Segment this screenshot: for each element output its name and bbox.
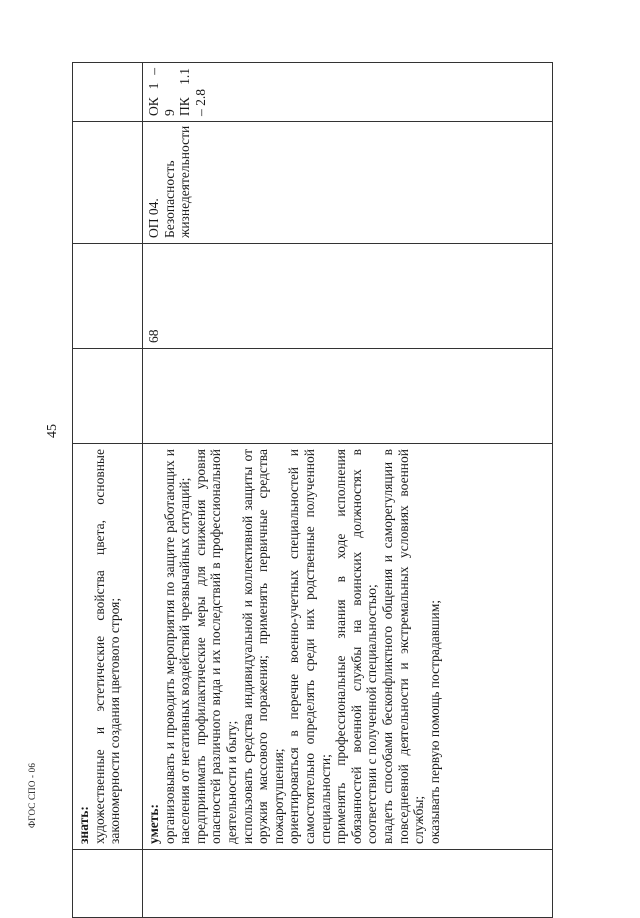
curriculum-table <box>72 62 553 918</box>
skills-cell <box>143 444 553 850</box>
index-cell <box>143 850 553 918</box>
competence-pk: ПК 1.1 – 2.8 <box>177 68 208 116</box>
skill-item: применять профессиональные знания в ходе исполнения обязанностей военной службы на воинских должностях в соответствии с полученной специальностью; <box>333 449 380 844</box>
skill-item: организовывать и проводить мероприятия по защите работающих и населения от негативных воздействий чрезвычайных ситуаций; <box>161 449 193 844</box>
skill-item: владеть способами бесконфликтного общения и саморегуляции в повседневной деятельности и экстремальных условиях военной службы; <box>379 449 427 844</box>
page-number: 45 <box>45 424 60 438</box>
skill-item: оказывать первую помощь пострадавшим; <box>426 599 442 844</box>
footer-code: ФГОС СПО - 06 <box>27 762 37 828</box>
competence-cell <box>143 63 553 122</box>
knowledge-text: художественные и эстетические свойства цвета, основные закономерности создания цветового строя; <box>91 449 123 844</box>
discipline-cell <box>73 122 143 244</box>
hours-total-cell <box>73 349 143 444</box>
competence-ok: ОК 1 – 9 <box>146 68 177 116</box>
skill-item: использовать средства индивидуальной и коллективной защиты от оружия массового поражения; применять первичные средства пожаротушения; <box>239 449 286 844</box>
hours-mandatory-cell: 68 <box>143 244 553 349</box>
knowledge-cell <box>73 444 143 850</box>
skill-item: ориентироваться в перечне военно-учетных специальностей и самостоятельно определять среди них родственные полученной специальности; <box>286 449 333 844</box>
competence-cell <box>73 63 143 122</box>
discipline-cell: ОП 04. Безопасность жизнедеятельности <box>143 122 553 244</box>
table-row <box>73 63 143 918</box>
index-cell <box>73 850 143 918</box>
skill-item: предпринимать профилактические меры для снижения уровня опасностей различного вида и их последствий в профессиональной деятельности и быту; <box>192 449 239 844</box>
hours-mandatory-cell <box>73 244 143 349</box>
curriculum-table-wrapper <box>72 63 552 918</box>
knowledge-label: знать: <box>76 806 91 844</box>
table-row <box>143 63 553 918</box>
hours-total-cell <box>143 349 553 444</box>
skills-label: уметь: <box>146 803 161 844</box>
